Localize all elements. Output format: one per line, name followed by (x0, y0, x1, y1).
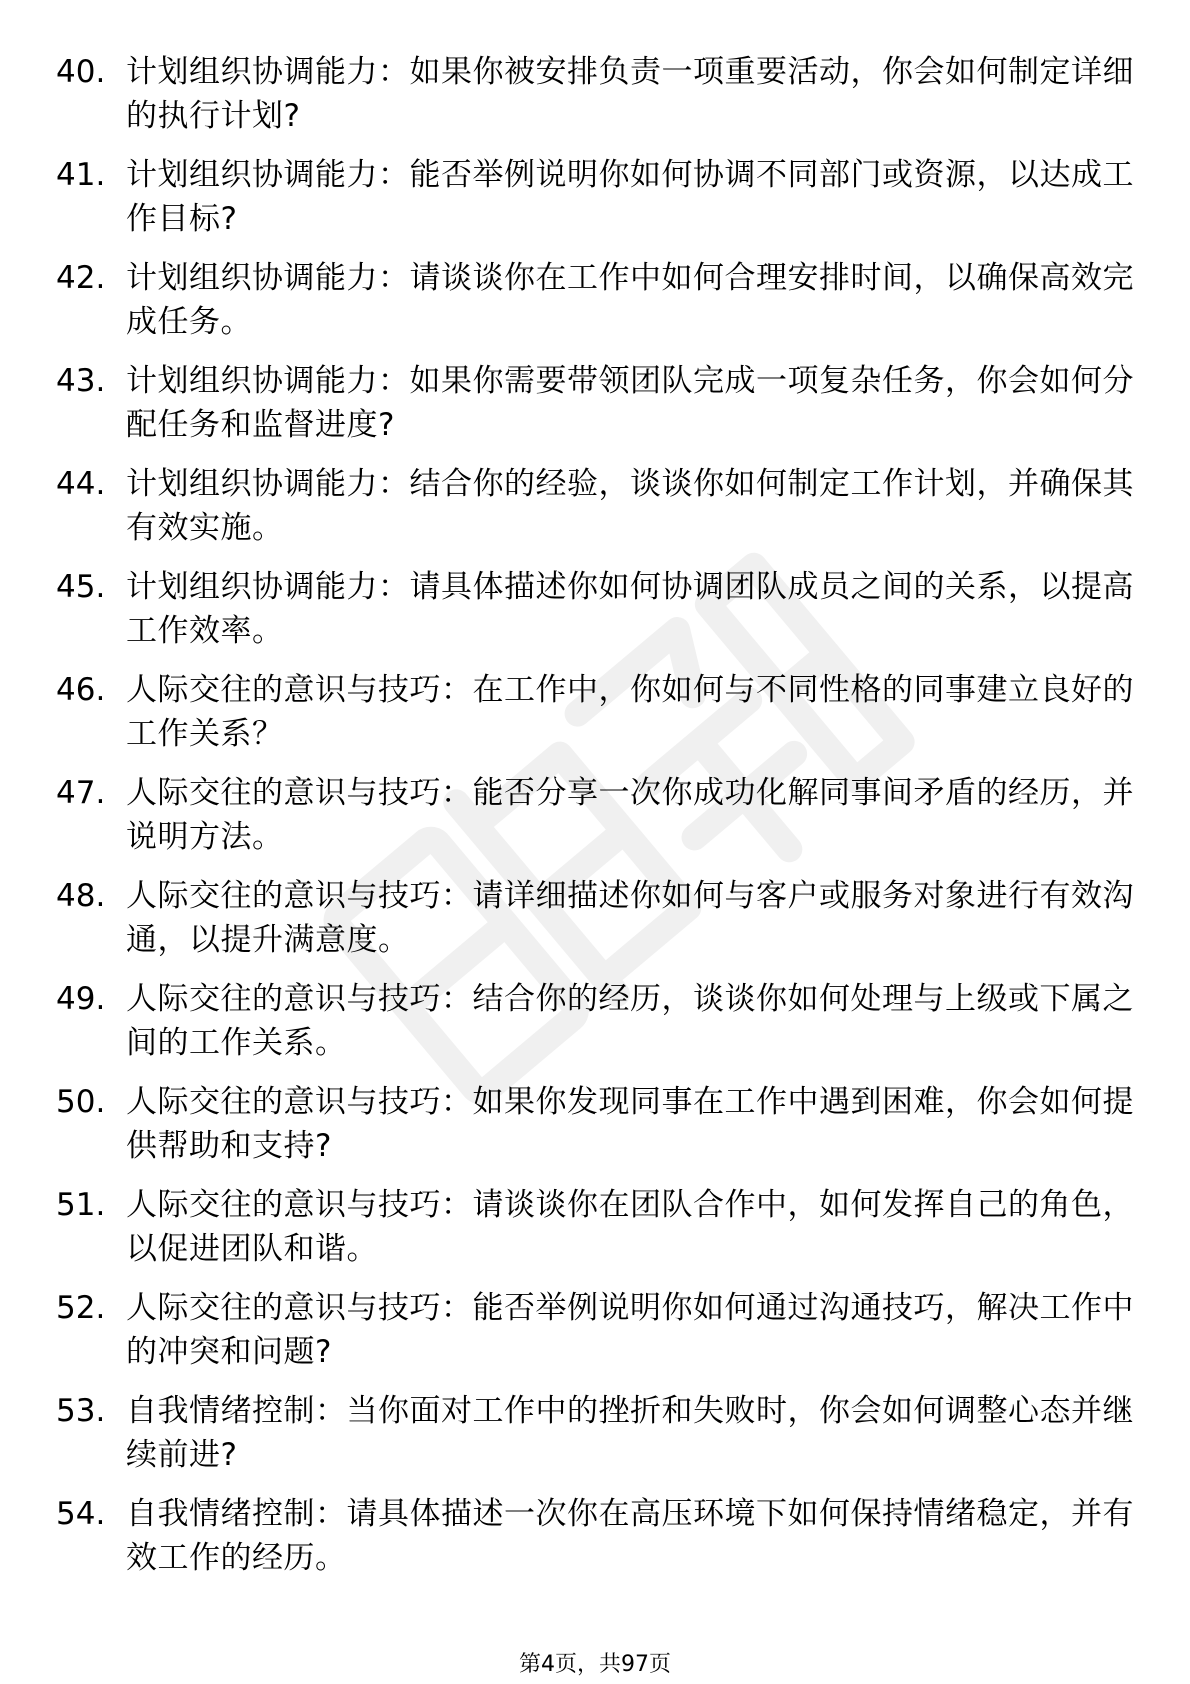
list-item (56, 462, 1136, 565)
list-item (56, 50, 1136, 153)
list-item (56, 1183, 1136, 1286)
question-text: 人际交往的意识与技巧：请谈谈你在团队合作中，如何发挥自己的角色，以促进团队和谐。 (126, 1187, 1134, 1267)
list-item (56, 977, 1136, 1080)
question-number: 43. (56, 363, 106, 399)
question-text: 自我情绪控制：请具体描述一次你在高压环境下如何保持情绪稳定，并有效工作的经历。 (126, 1496, 1134, 1576)
list-item (56, 668, 1136, 771)
question-number: 50. (56, 1084, 106, 1120)
page-number-label: 第4页，共97页 (519, 1652, 671, 1677)
question-text: 计划组织协调能力：如果你被安排负责一项重要活动，你会如何制定详细的执行计划? (126, 54, 1134, 134)
question-text: 人际交往的意识与技巧：在工作中，你如何与不同性格的同事建立良好的工作关系？ (126, 672, 1134, 752)
question-number: 40. (56, 54, 106, 90)
list-item (56, 359, 1136, 462)
question-number: 52. (56, 1290, 106, 1326)
list-item (56, 1080, 1136, 1183)
list-item (56, 1286, 1136, 1389)
question-number: 45. (56, 569, 106, 605)
question-text: 计划组织协调能力：如果你需要带领团队完成一项复杂任务，你会如何分配任务和监督进度? (126, 363, 1134, 443)
question-number: 48. (56, 878, 106, 914)
question-text: 人际交往的意识与技巧：请详细描述你如何与客户或服务对象进行有效沟通，以提升满意度。 (126, 878, 1134, 958)
question-text: 计划组织协调能力：请具体描述你如何协调团队成员之间的关系，以提高工作效率。 (126, 569, 1134, 649)
question-list (56, 50, 1136, 1595)
page-footer (0, 1650, 1190, 1680)
question-number: 41. (56, 157, 106, 193)
list-item (56, 771, 1136, 874)
question-text: 计划组织协调能力：能否举例说明你如何协调不同部门或资源，以达成工作目标? (126, 157, 1134, 237)
question-text: 计划组织协调能力：结合你的经验，谈谈你如何制定工作计划，并确保其有效实施。 (126, 466, 1134, 546)
question-text: 人际交往的意识与技巧：能否举例说明你如何通过沟通技巧，解决工作中的冲突和问题? (126, 1290, 1134, 1370)
list-item (56, 256, 1136, 359)
list-item (56, 874, 1136, 977)
question-text: 计划组织协调能力：请谈谈你在工作中如何合理安排时间，以确保高效完成任务。 (126, 260, 1134, 340)
list-item (56, 565, 1136, 668)
question-number: 46. (56, 672, 106, 708)
question-number: 44. (56, 466, 106, 502)
question-number: 54. (56, 1496, 106, 1532)
question-number: 53. (56, 1393, 106, 1429)
question-text: 人际交往的意识与技巧：能否分享一次你成功化解同事间矛盾的经历，并说明方法。 (126, 775, 1134, 855)
list-item (56, 1389, 1136, 1492)
question-text: 人际交往的意识与技巧：如果你发现同事在工作中遇到困难，你会如何提供帮助和支持? (126, 1084, 1134, 1164)
question-number: 51. (56, 1187, 106, 1223)
question-text: 人际交往的意识与技巧：结合你的经历，谈谈你如何处理与上级或下属之间的工作关系。 (126, 981, 1134, 1061)
question-number: 49. (56, 981, 106, 1017)
list-item (56, 153, 1136, 256)
list-item (56, 1492, 1136, 1595)
question-number: 42. (56, 260, 106, 296)
question-text: 自我情绪控制：当你面对工作中的挫折和失败时，你会如何调整心态并继续前进? (126, 1393, 1134, 1473)
question-number: 47. (56, 775, 106, 811)
